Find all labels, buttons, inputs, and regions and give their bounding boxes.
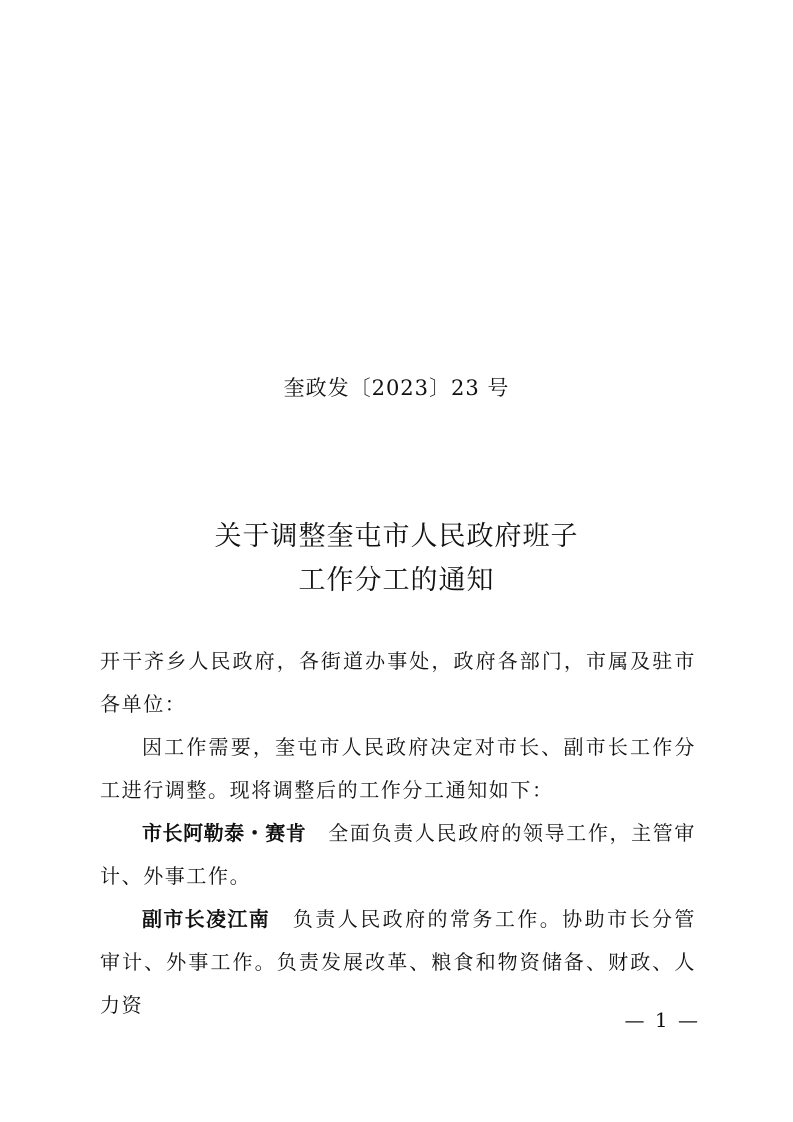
title-line-1: 关于调整奎屯市人民政府班子 <box>214 521 579 552</box>
duty-text: 负责人民政府的常务工作。协助市长分管审计、外事工作。负责发展改革、粮食和物资储备、财政、人力资 <box>100 907 696 1017</box>
document-body <box>100 640 696 1027</box>
duty-paragraph-mayor <box>100 812 696 898</box>
document-number: 奎政发〔2023〕23 号 <box>283 376 510 400</box>
duty-paragraph-vice-mayor <box>100 898 696 1027</box>
addressee-paragraph: 开干齐乡人民政府，各街道办事处，政府各部门，市属及驻市各单位： <box>100 649 696 716</box>
intro-paragraph: 因工作需要，奎屯市人民政府决定对市长、副市长工作分工进行调整。现将调整后的工作分工通知如下： <box>100 735 696 802</box>
title-line-2: 工作分工的通知 <box>298 565 495 596</box>
person-name: 市长阿勒泰・赛肯 <box>142 821 307 845</box>
person-name: 副市长凌江南 <box>142 907 271 931</box>
document-title <box>0 515 793 603</box>
page-number: — 1 — <box>624 1008 700 1032</box>
duty-text: 全面负责人民政府的领导工作，主管审计、外事工作。 <box>100 821 697 888</box>
